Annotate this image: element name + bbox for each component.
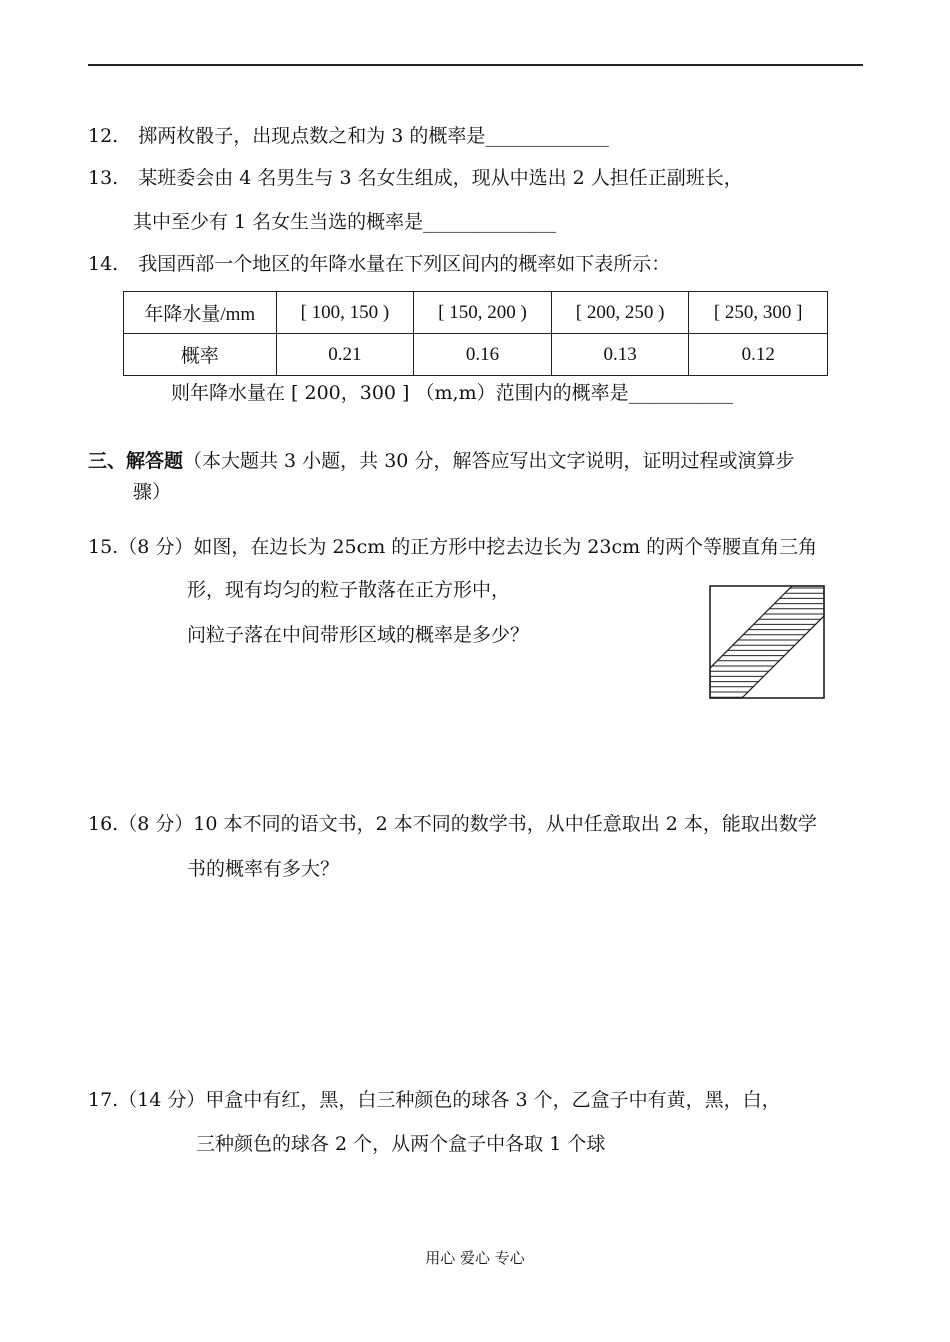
table-cell: 0.16 <box>414 334 552 376</box>
question-text: （8 分）如图，在边长为 25cm 的正方形中挖去边长为 23cm 的两个等腰直角三角 <box>118 536 818 558</box>
question-text: （8 分）10 本不同的语文书，2 本不同的数学书，从中任意取出 2 本，能取出数学 <box>118 813 817 835</box>
page-footer: 用心 爱心 专心 <box>425 1249 525 1267</box>
question-number: 12. <box>88 125 119 147</box>
section-description: （本大题共 3 小题，共 30 分，解答应写出文字说明，证明过程或演算步 <box>183 450 795 472</box>
question-16 <box>88 811 817 837</box>
header-rule <box>88 64 863 66</box>
question-13-continued: 其中至少有 1 名女生当选的概率是______________ <box>133 211 557 233</box>
table-cell: 年降水量/mm <box>124 292 277 334</box>
question-text: 我国西部一个地区的年降水量在下列区间内的概率如下表所示： <box>138 253 671 275</box>
table-header-row <box>124 292 828 334</box>
question-13 <box>88 165 743 191</box>
question-17 <box>88 1087 781 1113</box>
square-band-figure <box>708 584 826 700</box>
question-number: 16. <box>88 813 119 835</box>
question-number: 14. <box>88 253 119 275</box>
table-cell: [ 200, 250 ) <box>551 292 689 334</box>
question-15 <box>88 534 817 560</box>
section-description-continued: 骤） <box>133 481 172 503</box>
question-14-followup: 则年降水量在 [ 200，300 ] （m,m）范围内的概率是___________ <box>171 382 734 404</box>
table-cell: 概率 <box>124 334 277 376</box>
question-number: 17. <box>88 1089 119 1111</box>
section-heading <box>88 448 794 474</box>
section-title: 三、解答题 <box>88 450 184 472</box>
question-12 <box>88 123 609 149</box>
question-14 <box>88 251 670 277</box>
question-16-line2: 书的概率有多大？ <box>187 858 340 880</box>
question-number: 15. <box>88 536 119 558</box>
table-cell: 0.12 <box>689 334 828 376</box>
table-row <box>124 334 828 376</box>
question-text: 某班委会由 4 名男生与 3 名女生组成，现从中选出 2 人担任正副班长， <box>138 167 743 189</box>
question-number: 13. <box>88 167 119 189</box>
table-cell: [ 150, 200 ) <box>414 292 552 334</box>
rainfall-table <box>123 291 828 376</box>
table-cell: 0.13 <box>551 334 689 376</box>
question-15-line2: 形，现有均匀的粒子散落在正方形中， <box>187 579 511 601</box>
question-text: （14 分）甲盒中有红，黑，白三种颜色的球各 3 个，乙盒子中有黄，黑，白， <box>118 1089 781 1111</box>
table-cell: 0.21 <box>276 334 414 376</box>
question-15-line3: 问粒子落在中间带形区域的概率是多少？ <box>187 624 530 646</box>
table-cell: [ 250, 300 ] <box>689 292 828 334</box>
question-text: 掷两枚骰子，出现点数之和为 3 的概率是_____________ <box>138 125 609 147</box>
table-cell: [ 100, 150 ) <box>276 292 414 334</box>
question-17-line2: 三种颜色的球各 2 个，从两个盒子中各取 1 个球 <box>196 1133 606 1155</box>
